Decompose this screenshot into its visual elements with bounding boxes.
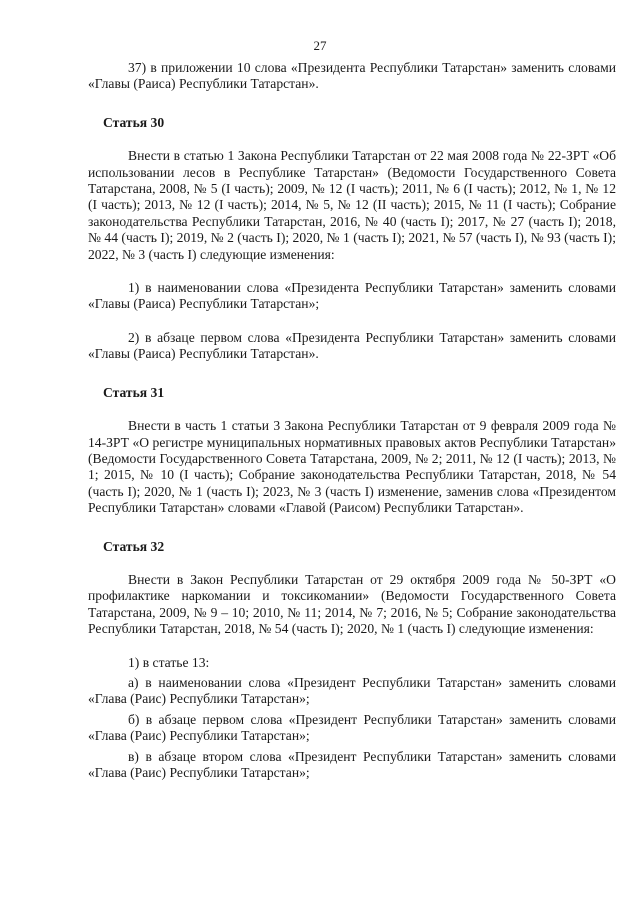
article-32-heading: Статья 32 xyxy=(103,538,165,554)
paragraph-item-37: 37) в приложении 10 слова «Президента Республики Татарстан» заменить словами «Главы (Раиса) Республики Татарстан». xyxy=(88,60,616,92)
article-32-item-1: 1) в статье 13: xyxy=(128,654,210,670)
article-31-intro: Внести в часть 1 статьи 3 Закона Республики Татарстан от 9 февраля 2009 года № 14-ЗРТ «О регистре муниципальных нормативных правовых актов Республики Татарстан» (Ведомости Государственного Совета Татарстана, 2009, № 2; 2011, № 12 (I часть); 2013, № 1; 2015, № 10 (I часть); Собрание законодательства Республики Татарстан, 2018, № 54 (часть I); 2020, № 1 (часть I); 2023, № 3 (часть I) изменение, заменив слова «Президентом Республики Татарстан» словами «Главой (Раисом) Республики Татарстан». xyxy=(88,418,616,516)
article-30-item-1: 1) в наименовании слова «Президента Республики Татарстан» заменить словами «Главы (Раиса) Республики Татарстан»; xyxy=(88,280,616,312)
article-32-item-a: а) в наименовании слова «Президент Республики Татарстан» заменить словами «Глава (Раис) Республики Татарстан»; xyxy=(88,674,616,707)
article-30-item-2: 2) в абзаце первом слова «Президента Республики Татарстан» заменить словами «Главы (Раиса) Республики Татарстан». xyxy=(88,329,616,362)
article-30-heading: Статья 30 xyxy=(103,114,165,130)
document-body xyxy=(88,60,616,781)
article-30-intro: Внести в статью 1 Закона Республики Татарстан от 22 мая 2008 года № 22-ЗРТ «Об использовании лесов в Республике Татарстан» (Ведомости Государственного Совета Татарстана, 2008, № 5 (I часть); 2009, № 12 (I часть); 2011, № 6 (I часть); 2012, № 1, № 12 (I часть); 2013, № 12 (I часть); 2014, № 5, № 12 (II часть); 2015, № 11 (I часть); Собрание законодательства Республики Татарстан, 2016, № 40 (часть I); 2017, № 27 (часть I); 2018, № 44 (часть I); 2019, № 2 (часть I); 2020, № 1 (часть I); 2021, № 57 (часть I), № 93 (часть I); 2022, № 3 (часть I) следующие изменения: xyxy=(88,148,616,262)
article-32-item-c: в) в абзаце втором слова «Президент Республики Татарстан» заменить словами «Глава (Раис) Республики Татарстан»; xyxy=(88,748,616,780)
page-number: 27 xyxy=(313,38,327,53)
article-31-heading: Статья 31 xyxy=(103,384,165,400)
article-32-intro: Внести в Закон Республики Татарстан от 29 октября 2009 года № 50-ЗРТ «О профилактике наркомании и токсикомании» (Ведомости Государственного Совета Татарстана, 2009, № 9 – 10; 2010, № 11; 2014, № 7; 2016, № 5; Собрание законодательства Республики Татарстан, 2018, № 54 (часть I); 2020, № 1 (часть I) следующие изменения: xyxy=(88,571,616,637)
article-32-item-b: б) в абзаце первом слова «Президент Республики Татарстан» заменить словами «Глава (Раис) Республики Татарстан»; xyxy=(88,711,616,744)
